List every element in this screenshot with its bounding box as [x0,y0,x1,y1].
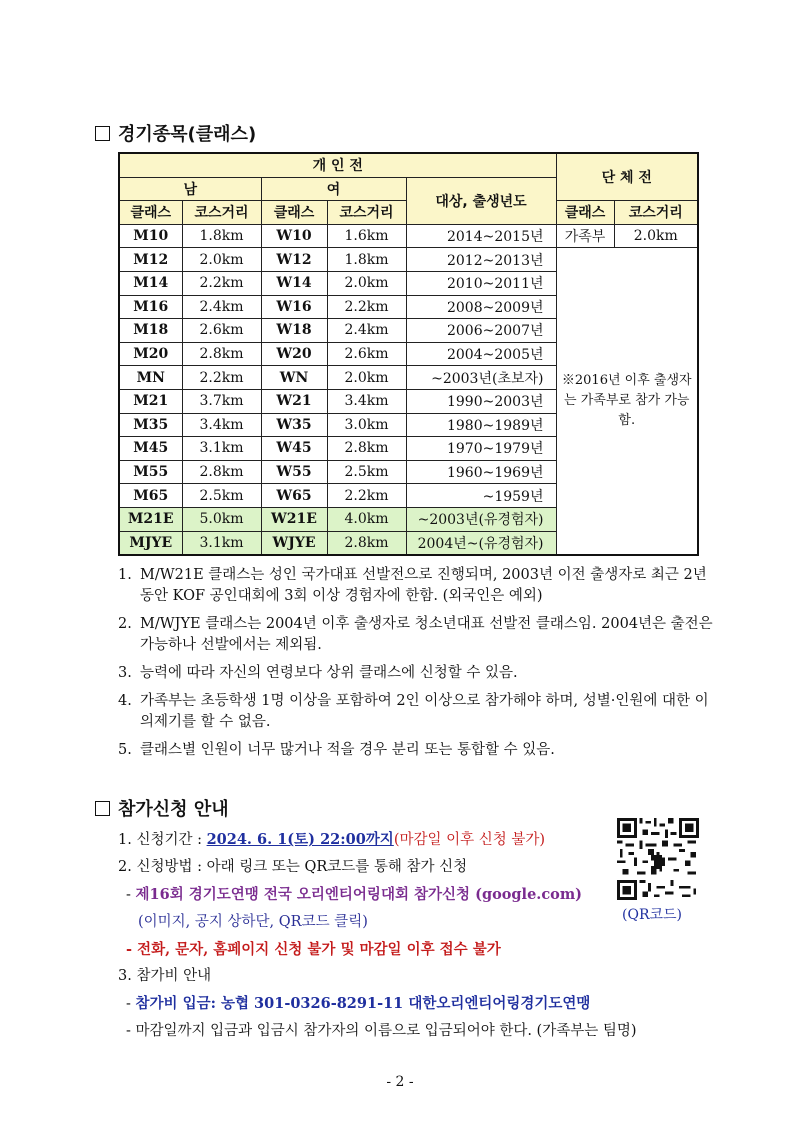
checkbox-square-icon [95,801,110,816]
warning-line: - 전화, 문자, 홈페이지 신청 불가 및 마감일 이후 접수 불가 [126,941,501,958]
male-class-header: 클래스 [119,201,182,225]
period-note: (마감일 이후 신청 불가) [393,832,546,848]
list-item [118,663,718,684]
birth-year: ~2003년(유경험자) [406,507,556,531]
birth-year: 1980~1989년 [406,413,556,437]
female-class: W16 [261,295,327,319]
note-number: 4. [118,693,132,709]
female-class: W55 [261,460,327,484]
birth-year: ~2003년(초보자) [406,366,556,390]
link-subnote: (이미지, 공지 상하단, QR코드 클릭) [138,914,368,930]
male-class: M18 [119,319,182,343]
male-distance: 2.8km [182,342,261,366]
male-distance: 3.1km [182,437,261,461]
male-class: M21 [119,389,182,413]
female-distance: 2.5km [327,460,406,484]
male-class: M45 [119,437,182,461]
qr-caption: (QR코드) [622,907,682,923]
female-distance: 2.0km [327,366,406,390]
list-item [118,614,718,656]
note-text: M/W21E 클래스는 성인 국가대표 선발전으로 진행되며, 2003년 이전 출생자로 최근 2년 동안 KOF 공인대회에 3회 이상 경험자에 한함. (외국인은 예외) [140,567,707,604]
male-class: M12 [119,248,182,272]
fee-account: 참가비 입금: 농협 301-0326-8291-11 대한오리엔티어링경기도연맹 [135,995,591,1012]
team-distance: 2.0km [614,224,698,248]
birth-year: 2010~2011년 [406,271,556,295]
male-distance: 3.4km [182,413,261,437]
male-distance: 3.7km [182,389,261,413]
male-class: M16 [119,295,182,319]
male-distance: 5.0km [182,507,261,531]
team-distance-header: 코스거리 [614,201,698,225]
female-distance: 2.6km [327,342,406,366]
section-heading-registration [95,795,229,821]
male-distance: 1.8km [182,224,261,248]
birth-year: 2004~2005년 [406,342,556,366]
registration-link[interactable]: 제16회 경기도연맹 전국 오리엔티어링대회 참가신청 (google.com) [135,886,583,903]
list-item [118,691,718,733]
team-class: 가족부 [556,224,614,248]
male-class: M21E [119,507,182,531]
female-class: W10 [261,224,327,248]
table-row [119,248,698,272]
male-class: M55 [119,460,182,484]
female-distance-header: 코스거리 [327,201,406,225]
male-class: MN [119,366,182,390]
male-class: M14 [119,271,182,295]
female-class: WN [261,366,327,390]
birth-year: 2008~2009년 [406,295,556,319]
period-line [118,826,618,854]
period-value: 2024. 6. 1(토) 22:00까지 [206,831,394,848]
female-distance: 1.8km [327,248,406,272]
section-title: 참가신청 안내 [118,799,229,820]
fee-note: - 마감일까지 입금과 입금시 참가자의 이름으로 입금되어야 한다. (가족부는 팀명) [126,1023,637,1039]
target-header: 대상, 출생년도 [406,177,556,224]
female-class: W65 [261,484,327,508]
page-number: - 2 - [386,1074,414,1090]
method-line: 2. 신청방법 : 아래 링크 또는 QR코드를 통해 참가 신청 [118,859,468,875]
list-item [118,740,718,761]
class-table [118,152,699,556]
male-class: M20 [119,342,182,366]
note-number: 5. [118,742,132,758]
birth-year: 1970~1979년 [406,437,556,461]
male-distance: 2.5km [182,484,261,508]
female-class-header: 클래스 [261,201,327,225]
female-distance: 2.2km [327,484,406,508]
male-distance: 2.2km [182,366,261,390]
female-distance: 2.2km [327,295,406,319]
female-class: WJYE [261,531,327,555]
period-label: 1. 신청기간 : [118,832,202,848]
list-item [118,565,718,607]
section-heading-classes [95,120,256,146]
birth-year: 1990~2003년 [406,389,556,413]
female-distance: 3.0km [327,413,406,437]
male-distance: 2.2km [182,271,261,295]
male-class: M10 [119,224,182,248]
female-distance: 3.4km [327,389,406,413]
male-distance-header: 코스거리 [182,201,261,225]
team-class-header: 클래스 [556,201,614,225]
notes-list [118,565,718,768]
female-distance: 2.8km [327,531,406,555]
qr-code-icon[interactable] [617,818,699,900]
fee-title: 3. 참가비 안내 [118,968,212,984]
birth-year: 1960~1969년 [406,460,556,484]
birth-year: 2014~2015년 [406,224,556,248]
female-class: W18 [261,319,327,343]
team-header: 단 체 전 [556,153,698,201]
birth-year: 2006~2007년 [406,319,556,343]
male-class: M35 [119,413,182,437]
link-line [126,881,618,909]
note-text: 능력에 따라 자신의 연령보다 상위 클래스에 신청할 수 있음. [140,665,518,681]
female-distance: 4.0km [327,507,406,531]
female-class: W14 [261,271,327,295]
female-class: W45 [261,437,327,461]
female-class: W21E [261,507,327,531]
note-number: 2. [118,616,132,632]
link-dash: - [126,887,136,903]
female-distance: 2.4km [327,319,406,343]
individual-header: 개 인 전 [119,153,556,177]
registration-info [118,826,637,1045]
fee-account-line: - 참가비 입금: 농협 301-0326-8291-11 대한오리엔티어링경기도연맹 [126,995,591,1012]
male-class: M65 [119,484,182,508]
birth-year: ~1959년 [406,484,556,508]
female-distance: 2.0km [327,271,406,295]
birth-year: 2012~2013년 [406,248,556,272]
birth-year: 2004년~(유경험자) [406,531,556,555]
female-class: W21 [261,389,327,413]
checkbox-square-icon [95,126,110,141]
female-class: W20 [261,342,327,366]
team-note: ※2016년 이후 출생자는 가족부로 참가 가능함. [556,248,698,555]
male-distance: 2.6km [182,319,261,343]
note-number: 1. [118,567,132,583]
female-class: W35 [261,413,327,437]
female-distance: 2.8km [327,437,406,461]
female-class: W12 [261,248,327,272]
section-title: 경기종목(클래스) [118,124,257,145]
male-distance: 3.1km [182,531,261,555]
note-text: 가족부는 초등학생 1명 이상을 포함하여 2인 이상으로 참가해야 하며, 성별·인원에 대한 이의제기를 할 수 없음. [140,693,709,730]
note-text: 클래스별 인원이 너무 많거나 적을 경우 분리 또는 통합할 수 있음. [140,742,555,758]
table-row [119,224,698,248]
note-text: M/WJYE 클래스는 2004년 이후 출생자로 청소년대표 선발전 클래스임. 2004년은 출전은 가능하나 선발에서는 제외됨. [140,616,713,653]
male-class: MJYE [119,531,182,555]
male-header: 남 [119,177,261,201]
male-distance: 2.8km [182,460,261,484]
male-distance: 2.4km [182,295,261,319]
female-distance: 1.6km [327,224,406,248]
note-number: 3. [118,665,132,681]
male-distance: 2.0km [182,248,261,272]
female-header: 여 [261,177,406,201]
